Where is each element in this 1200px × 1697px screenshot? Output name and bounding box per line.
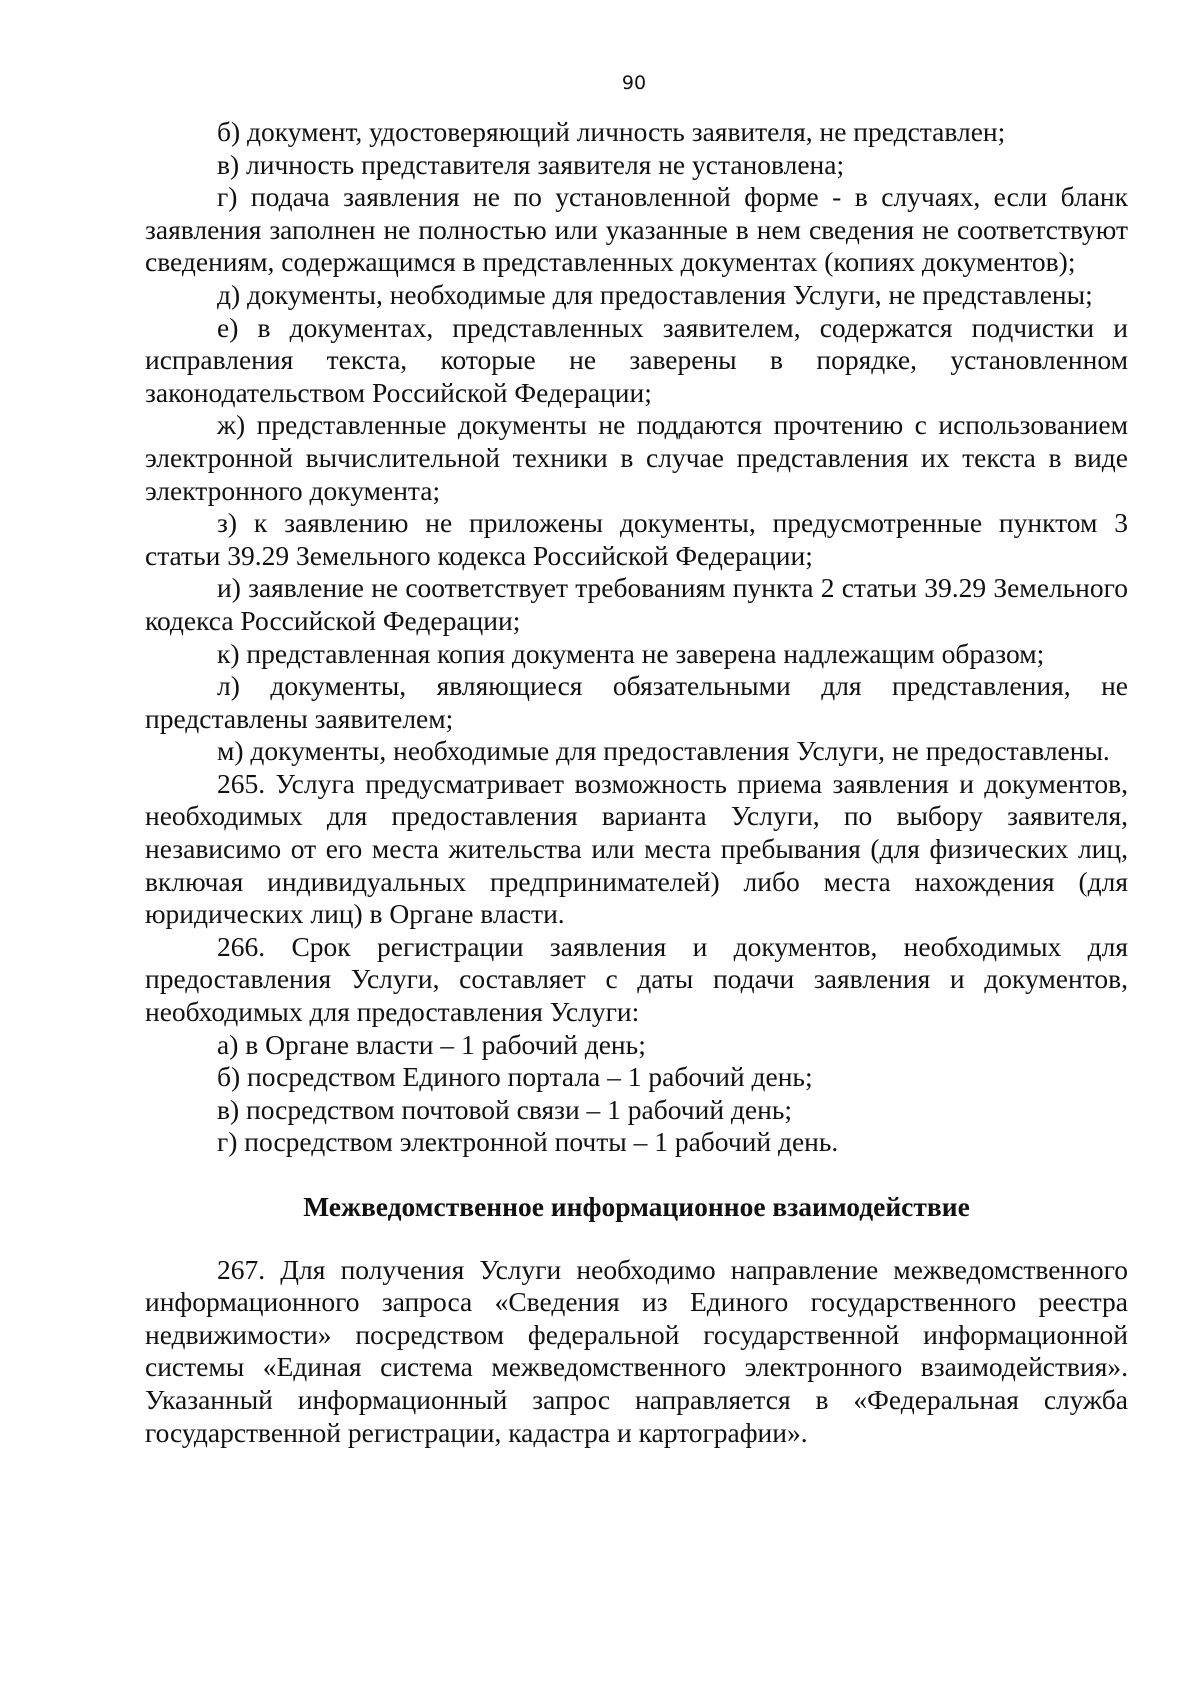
list-item-m: м) документы, необходимые для предоставления Услуги, не предоставлены. bbox=[217, 735, 1110, 767]
paragraph-266: 266. Срок регистрации заявления и документов, необходимых для предоставления Услуги, составляет с даты подачи заявления и документов, необходимых для предоставления Услуги: bbox=[145, 930, 1128, 1028]
list-item-v-266: в) посредством почтовой связи – 1 рабочий день; bbox=[217, 1093, 793, 1125]
list-item-a-266: а) в Органе власти – 1 рабочий день; bbox=[217, 1028, 646, 1060]
list-item-b: б) документ, удостоверяющий личность заявителя, не представлен; bbox=[217, 116, 1006, 147]
list-item-g: г) подача заявления не по установленной форме - в случаях, если бланк заявления заполнен не полностью или указанные в нем сведения не соответствуют сведениям, содержащимся в представленных документах (копиях документов); bbox=[145, 181, 1128, 278]
list-item-k: к) представленная копия документа не заверена надлежащим образом; bbox=[217, 637, 1045, 669]
section-heading: Межведомственное информационное взаимодействие bbox=[303, 1191, 970, 1222]
paragraph-265: 265. Услуга предусматривает возможность приема заявления и документов, необходимых для предоставления варианта Услуги, по выбору заявителя, независимо от его места жительства или места пребывания (для физических лиц, включая индивидуальных предпринимателей) либо места нахождения (для юридических лиц) в Органе власти. bbox=[145, 767, 1128, 930]
list-item-z: з) к заявлению не приложены документы, предусмотренные пунктом 3 статьи 39.29 Земельного кодекса Российской Федерации; bbox=[145, 507, 1128, 571]
list-item-i: и) заявление не соответствует требованиям пункта 2 статьи 39.29 Земельного кодекса Российской Федерации; bbox=[145, 572, 1128, 636]
document-body bbox=[145, 116, 1128, 1449]
list-item-v: в) личность представителя заявителя не установлена; bbox=[217, 148, 845, 180]
list-item-g-266: г) посредством электронной почты – 1 рабочий день. bbox=[217, 1126, 839, 1158]
list-item-d: д) документы, необходимые для предоставления Услуги, не представлены; bbox=[217, 278, 1093, 310]
paragraph-267: 267. Для получения Услуги необходимо направление межведомственного информационного запроса «Сведения из Единого государственного реестра недвижимости» посредством федеральной государственной информационной системы «Единая система межведомственного электронного взаимодействия». Указанный информационный запрос направляется в «Федеральная служба государственной регистрации, кадастра и картографии». bbox=[145, 1253, 1128, 1448]
list-item-zh: ж) представленные документы не поддаются прочтению с использованием электронной вычислительной техники в случае представления их текста в виде электронного документа; bbox=[145, 409, 1128, 506]
list-item-l: л) документы, являющиеся обязательными для представления, не представлены заявителем; bbox=[145, 670, 1128, 734]
page-number: 90 bbox=[621, 72, 647, 94]
list-item-b-266: б) посредством Единого портала – 1 рабочий день; bbox=[217, 1061, 813, 1093]
list-item-e: е) в документах, представленных заявителем, содержатся подчистки и исправления текста, которые не заверены в порядке, установленном законодательством Российской Федерации; bbox=[145, 311, 1128, 408]
